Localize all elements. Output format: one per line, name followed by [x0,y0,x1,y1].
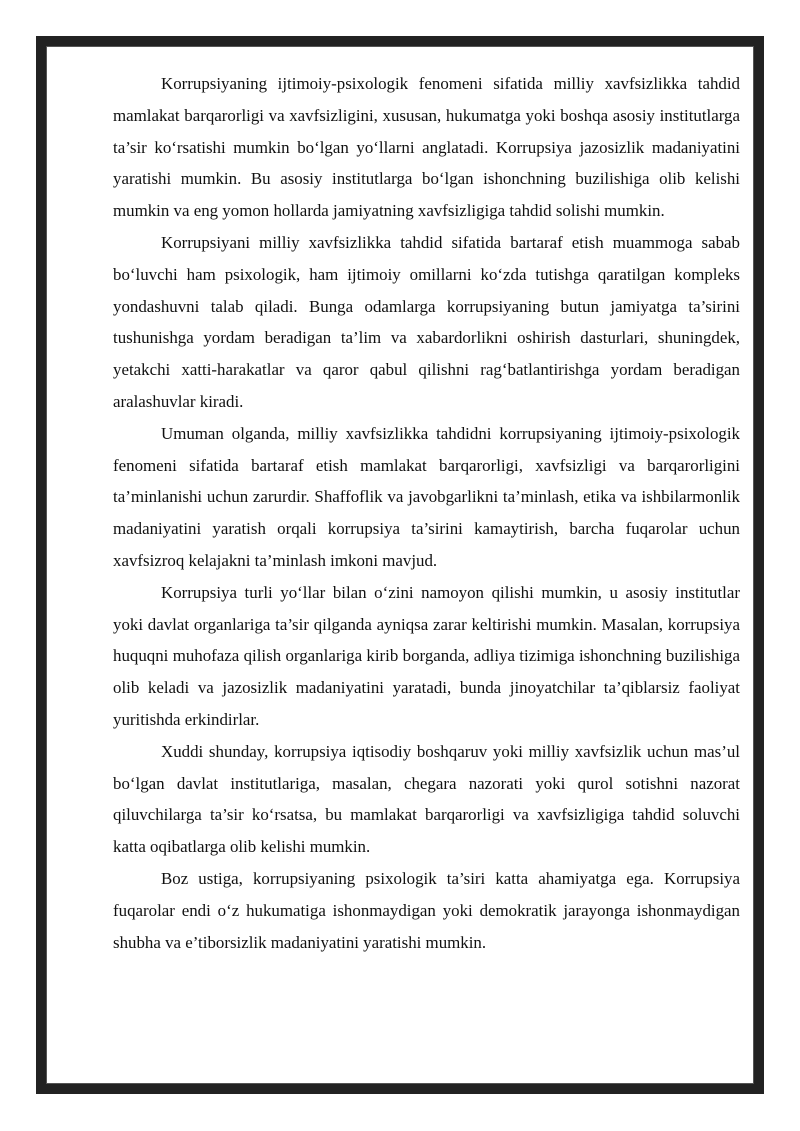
paragraph-4: Korrupsiya turli yo‘llar bilan o‘zini namoyon qilishi mumkin, u asosiy institutlar yoki davlat organlariga ta’sir qilganda ayniqsa zarar keltirishi mumkin. Masalan, korrupsiya huquqni muhofaza qilish organlariga kirib borganda, adliya tizimiga ishonchning buzilishiga olib keladi va jazosizlik madaniyatini yaratadi, bunda jinoyatchilar ta’qiblarsiz faoliyat yuritishda erkindirlar. [113,582,740,729]
paragraph-3: Umuman olganda, milliy xavfsizlikka tahdidni korrupsiyaning ijtimoiy-psixologik fenomeni sifatida bartaraf etish mamlakat barqarorligi, xavfsizligi va barqarorligini ta’minlanishi uchun zarurdir. Shaffoflik va javobgarlikni ta’minlash, etika va ishbilarmonlik madaniyatini yaratish orqali korrupsiya ta’sirini kamaytirish, barcha fuqarolar uchun xavfsizroq kelajakni ta’minlash imkoni mavjud. [113,423,740,570]
paragraph-1: Korrupsiyaning ijtimoiy-psixologik fenomeni sifatida milliy xavfsizlikka tahdid mamlakat barqarorligi va xavfsizligini, xususan, hukumatga yoki boshqa asosiy institutlarga ta’sir ko‘rsatishi mumkin bo‘lgan yo‘llarni anglatadi. Korrupsiya jazosizlik madaniyatini yaratishi mumkin. Bu asosiy institutlarga bo‘lgan ishonchning buzilishiga olib kelishi mumkin va eng yomon hollarda jamiyatning xavfsizligiga tahdid solishi mumkin. [113,74,740,221]
document-body [113,68,740,958]
paragraph-5: Xuddi shunday, korrupsiya iqtisodiy boshqaruv yoki milliy xavfsizlik uchun mas’ul bo‘lgan davlat institutlariga, masalan, chegara nazorati yoki qurol sotishni nazorat qiluvchilarga ta’sir ko‘rsatsa, bu mamlakat barqarorligi va xavfsizligiga tahdid soluvchi katta oqibatlarga olib kelishi mumkin. [113,741,740,857]
paragraph-2: Korrupsiyani milliy xavfsizlikka tahdid sifatida bartaraf etish muammoga sabab bo‘luvchi ham psixologik, ham ijtimoiy omillarni ko‘zda tutishga qaratilgan kompleks yondashuvni talab qiladi. Bunga odamlarga korrupsiyaning butun jamiyatga ta’sirini tushunishga yordam beradigan ta’lim va xabardorlikni oshirish dasturlari, shuningdek, yetakchi xatti-harakatlar va qaror qabul qilishni rag‘batlantirishga yordam beradigan aralashuvlar kiradi. [113,232,740,411]
paragraph-6: Boz ustiga, korrupsiyaning psixologik ta’siri katta ahamiyatga ega. Korrupsiya fuqarolar endi o‘z hukumatiga ishonmaydigan yoki demokratik jarayonga ishonmaydigan shubha va e’tiborsizlik madaniyatini yaratishi mumkin. [113,868,740,952]
